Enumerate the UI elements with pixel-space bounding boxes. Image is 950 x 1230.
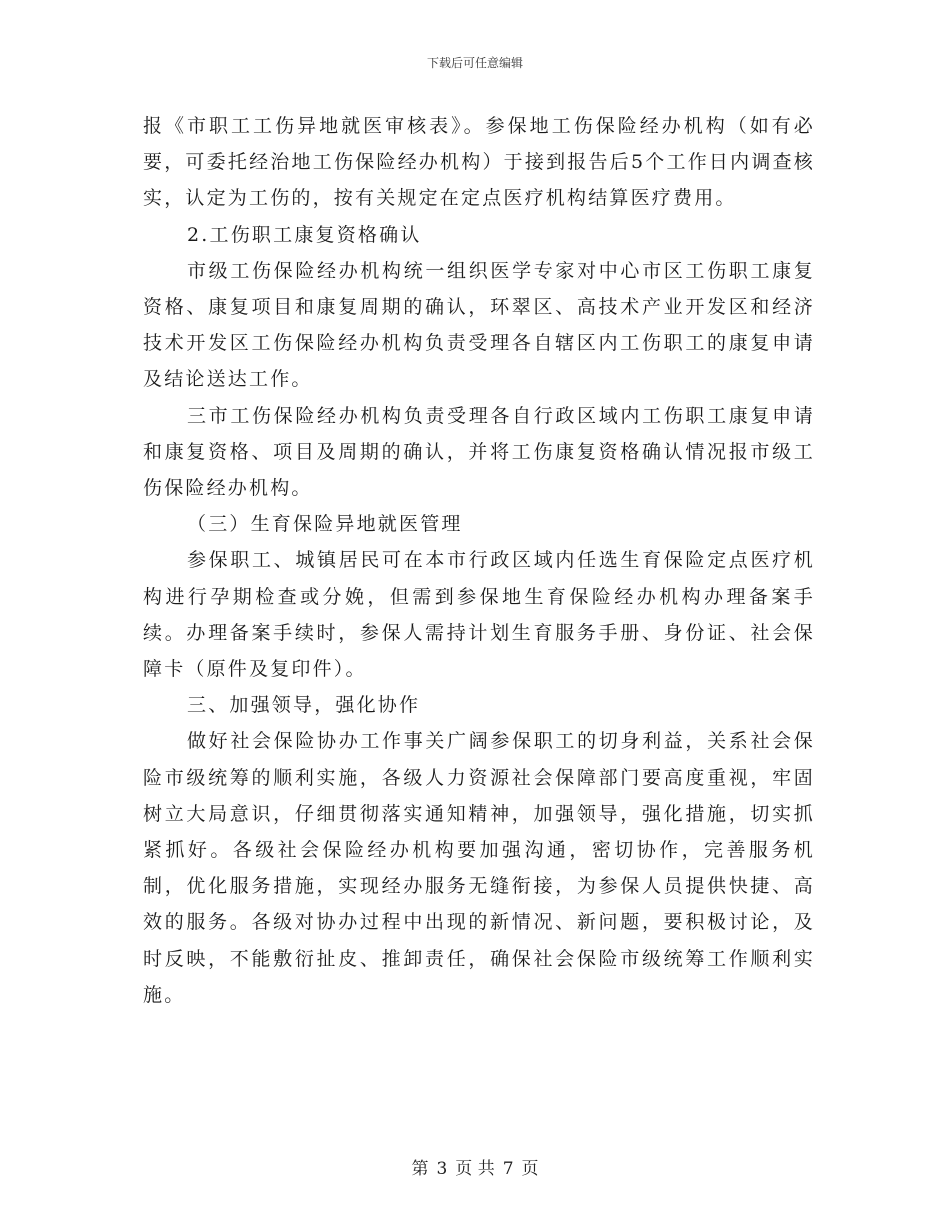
footer-prefix: 第 — [411, 1159, 429, 1179]
footer-suffix: 页 — [521, 1159, 539, 1179]
document-body — [143, 108, 815, 1013]
page-header-note: 下载后可任意编辑 — [426, 56, 523, 70]
current-page-number: 3 — [436, 1159, 448, 1179]
paragraph-cooperation: 做好社会保险协办工作事关广阔参保职工的切身利益，关系社会保险市级统筹的顺利实施，各级人力资源社会保障部门要高度重视，牢固树立大局意识，仔细贯彻落实通知精神，加强领导，强化措施，切实抓紧抓好。各级社会保险经办机构要加强沟通，密切协作，完善服务机制，优化服务措施，实现经办服务无缝衔接，为参保人员提供快捷、高效的服务。各级对协办过程中出现的新情况、新问题，要积极讨论，及时反映，不能敷衍扯皮、推卸责任，确保社会保险市级统筹工作顺利实施。 — [143, 730, 815, 1006]
subheading-rehab-qualification: 2.工伤职工康复资格确认 — [187, 223, 422, 246]
heading-strengthen-leadership: 三、加强领导，强化协作 — [187, 694, 421, 717]
paragraph-maternity-filing: 参保职工、城镇居民可在本市行政区域内任选生育保险定点医疗机构进行孕期检查或分娩，但需到参保地生育保险经办机构办理备案手续。办理备案手续时，参保人需持计划生育服务手册、身份证、社会保障卡（原件及复印件）。 — [143, 549, 815, 681]
footer-middle: 页 共 — [455, 1159, 495, 1179]
subheading-maternity-insurance: （三）生育保险异地就医管理 — [187, 513, 463, 536]
paragraph-city-rehab: 市级工伤保险经办机构统一组织医学专家对中心市区工伤职工康复资格、康复项目和康复周期的确认，环翠区、高技术产业开发区和经济技术开发区工伤保险经办机构负责受理各自辖区内工伤职工的康复申请及结论送达工作。 — [143, 259, 815, 391]
paragraph-continuation: 报《市职工工伤异地就医审核表》。参保地工伤保险经办机构（如有必要，可委托经治地工伤保险经办机构）于接到报告后5个工作日内调查核实，认定为工伤的，按有关规定在定点医疗机构结算医疗费用。 — [143, 115, 815, 210]
total-pages-number: 7 — [502, 1159, 514, 1179]
page-number-footer — [0, 1154, 950, 1179]
paragraph-three-cities-rehab: 三市工伤保险经办机构负责受理各自行政区域内工伤职工康复申请和康复资格、项目及周期的确认，并将工伤康复资格确认情况报市级工伤保险经办机构。 — [143, 404, 815, 500]
